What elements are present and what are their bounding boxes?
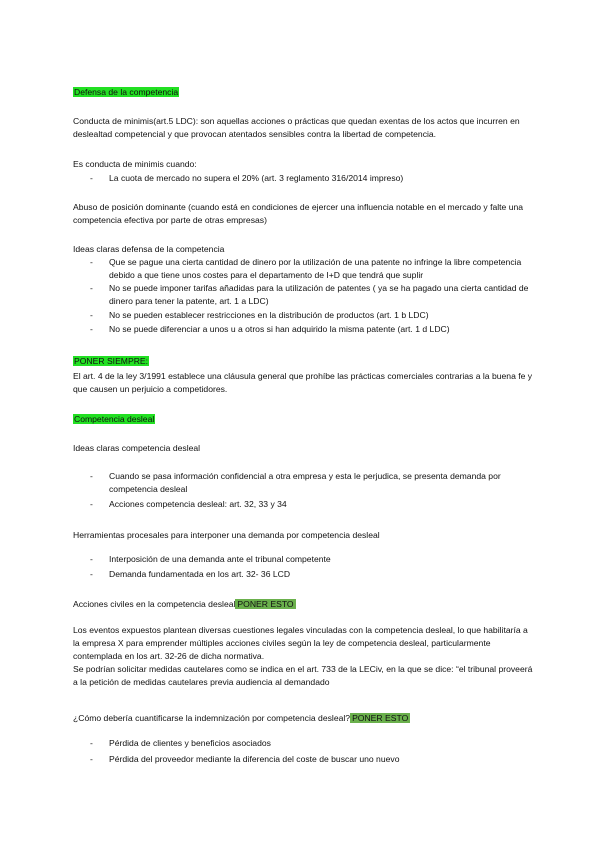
ideas-defensa-label: Ideas claras defensa de la competencia (73, 244, 225, 254)
list-item: - No se puede imponer tarifas añadidas para la utilización de patentes ( ya se ha pagado una cierta cantidad de dinero para tener la patente, art. 1 a LDC) (73, 282, 533, 308)
ideas-desleal-label: Ideas claras competencia desleal (73, 443, 201, 453)
poner-esto-badge: PONER ESTO (352, 713, 409, 723)
list-item: - Pérdida de clientes y beneficios asociados (73, 737, 533, 750)
heading-competencia-desleal: Competencia desleal (74, 414, 155, 424)
list-item: - Demanda fundamentada en los art. 32- 36 LCD (73, 568, 533, 581)
list-item: - La cuota de mercado no supera el 20% (art. 3 reglamento 316/2014 impreso) (73, 172, 533, 185)
minimis-when-label: Es conducta de minimis cuando: (73, 159, 197, 169)
ideas-defensa-list (73, 256, 533, 336)
list-item: - Que se pague una cierta cantidad de dinero por la utilización de una patente no infringe la libre competencia debido a que tiene unos costes para el departamento de I+D que tendrá que suplir (73, 256, 533, 282)
list-item: - Cuando se pasa información confidencial a otra empresa y esta le perjudica, se presenta demanda por competencia desleal (73, 470, 533, 496)
herramientas-label: Herramientas procesales para interponer una demanda por competencia desleal (73, 530, 380, 540)
art4-paragraph: El art. 4 de la ley 3/1991 establece una cláusula general que prohíbe las prácticas comerciales contrarias a la buena fe y que causen un perjuicio a competidores. (73, 371, 533, 394)
list-item: - Pérdida del proveedor mediante la diferencia del coste de buscar uno nuevo (73, 753, 533, 766)
indemnizacion-label: ¿Cómo debería cuantificarse la indemnización por competencia desleal? PONER ESTO (73, 713, 409, 723)
eventos-paragraph: Los eventos expuestos plantean diversas cuestiones legales vinculadas con la competencia desleal, lo que habilitaría a la empresa X para emprender múltiples acciones civiles según la ley de competencia desleal, particularmente contemplada en los art. 32-26 de dicha normativa. Se podrían solicitar medidas cautelares como se indica en el art. 733 de la LECiv, en la que se dice: “el tribunal proveerá a la petición de medidas cautelares previa audiencia al demandado (73, 625, 533, 687)
list-item: - No se pueden establecer restricciones en la distribución de productos (art. 1 b LDC) (73, 309, 533, 322)
list-item: - Interposición de una demanda ante el tribunal competente (73, 553, 533, 566)
acciones-civiles-label: Acciones civiles en la competencia desleal PONER ESTO (73, 599, 294, 609)
herramientas-list (73, 553, 533, 581)
indemnizacion-list (73, 737, 533, 766)
list-item: - Acciones competencia desleal: art. 32, 33 y 34 (73, 498, 533, 511)
ideas-desleal-list (73, 470, 533, 511)
poner-esto-badge: PONER ESTO (237, 599, 294, 609)
poner-siempre-label: PONER SIEMPRE: (74, 356, 149, 366)
minimis-definition: Conducta de minimis(art.5 LDC): son aquellas acciones o prácticas que quedan exentas de los actos que incurren en deslealtad competencial y que provocan atentados sensibles contra la libertad de competencia. (73, 116, 520, 139)
minimis-bullet-list (73, 172, 533, 185)
abuso-posicion-dominante: Abuso de posición dominante (cuando está en condiciones de ejercer una influencia notable en el mercado y falte una competencia efectiva por parte de otras empresas) (73, 202, 524, 225)
heading-defensa: Defensa de la competencia (74, 87, 179, 97)
list-item: - No se puede diferenciar a unos u a otros si han adquirido la misma patente (art. 1 d LDC) (73, 323, 533, 336)
